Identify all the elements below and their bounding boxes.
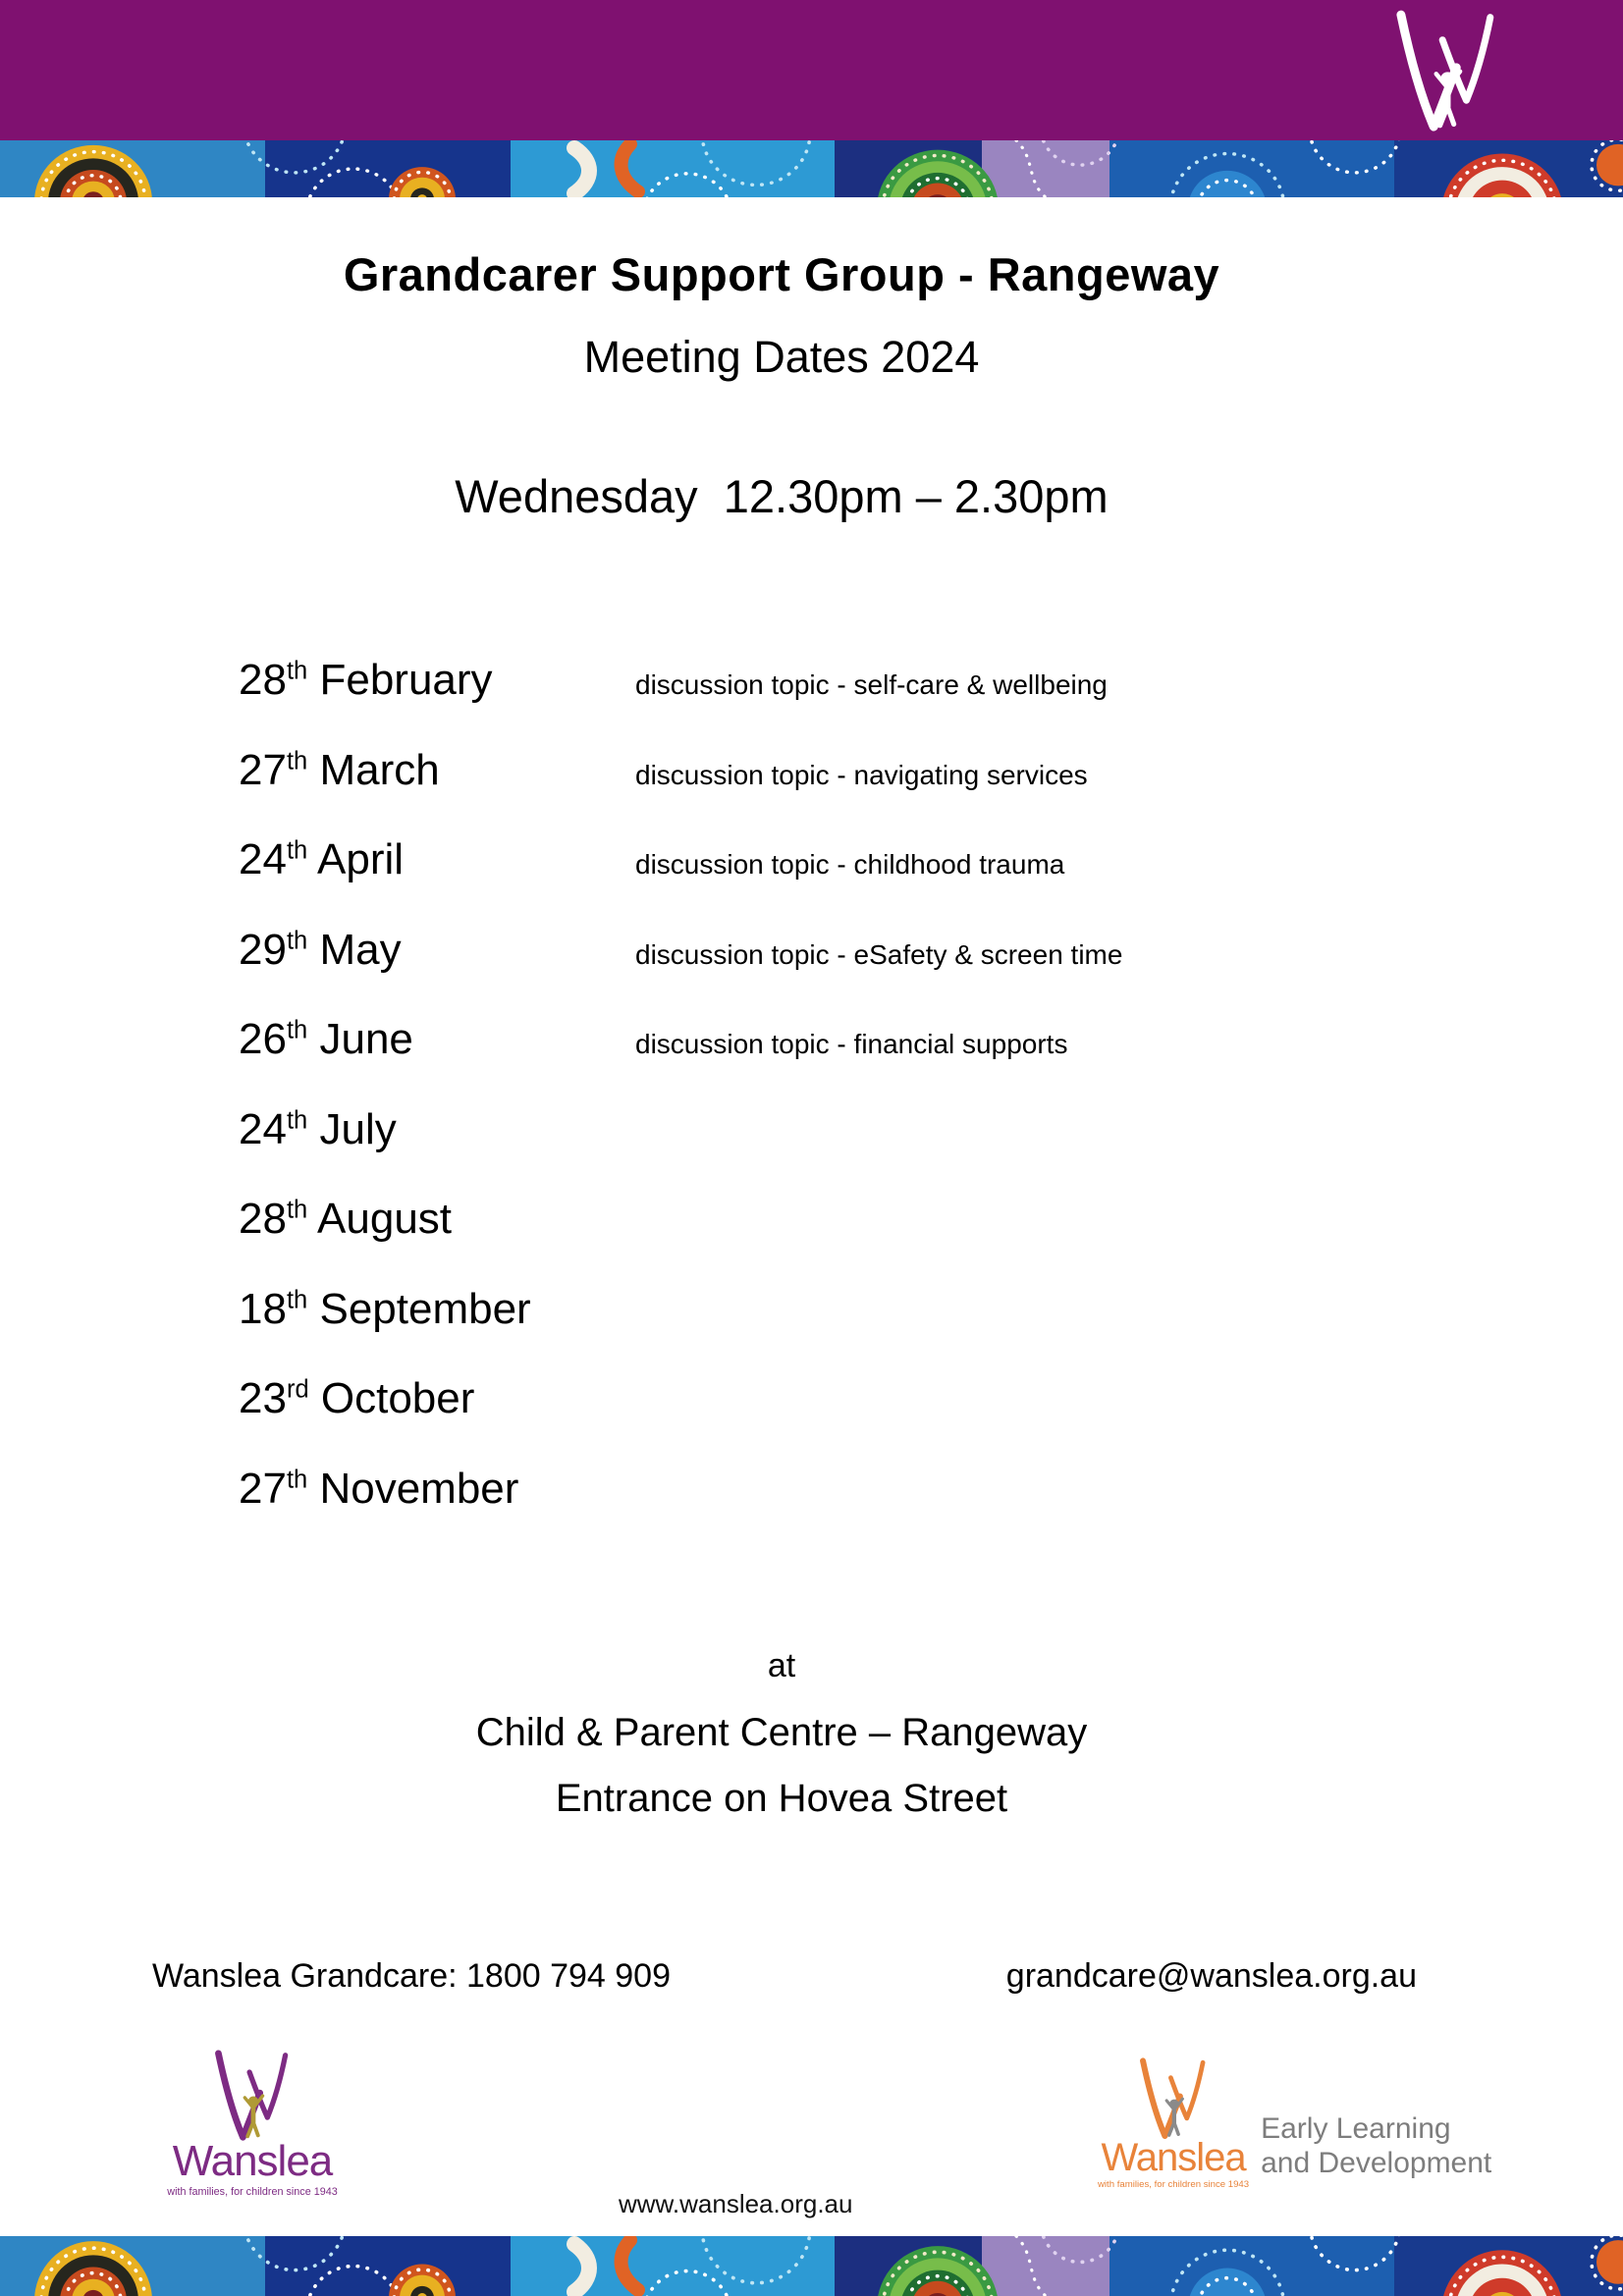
meeting-row xyxy=(239,1105,1122,1196)
logo-column xyxy=(1098,2057,1249,2190)
meeting-topic: discussion topic - childhood trauma xyxy=(635,849,1065,880)
meeting-row xyxy=(239,835,1122,926)
meeting-dates-list xyxy=(239,656,1122,1554)
schedule-line: Wednesday 12.30pm – 2.30pm xyxy=(455,470,1109,522)
meeting-date: 29th May xyxy=(239,925,402,974)
website-url: www.wanslea.org.au xyxy=(619,2189,853,2218)
meeting-row xyxy=(239,1465,1122,1555)
ordinal: th xyxy=(286,1016,308,1044)
meeting-date: 28th August xyxy=(239,1195,453,1243)
dot-art-border-bottom xyxy=(0,2236,1623,2296)
ordinal: th xyxy=(286,657,308,685)
early-learning-line2: and Development xyxy=(1261,2146,1492,2179)
early-learning-line1: Early Learning xyxy=(1261,2112,1451,2145)
meeting-topic: discussion topic - navigating services xyxy=(635,759,1088,790)
ordinal: th xyxy=(286,1105,308,1134)
meeting-topic: discussion topic - financial supports xyxy=(635,1029,1068,1059)
location-entrance: Entrance on Hovea Street xyxy=(555,1777,1008,1820)
ordinal: rd xyxy=(286,1375,309,1404)
meeting-date: 18th September xyxy=(239,1284,531,1333)
meeting-date: 24th July xyxy=(239,1104,397,1153)
wanslea-logo-icon xyxy=(189,2050,315,2144)
footer-logo-left xyxy=(159,2050,346,2198)
wanslea-logo-icon xyxy=(1118,2057,1228,2142)
page-subtitle: Meeting Dates 2024 xyxy=(583,332,980,382)
logo-wordmark: Wanslea xyxy=(172,2137,333,2185)
ordinal: th xyxy=(286,1465,308,1493)
logo-wordmark: Wanslea xyxy=(1101,2136,1246,2179)
meeting-row xyxy=(239,746,1122,836)
meeting-date: 23rd October xyxy=(239,1374,475,1422)
page-title: Grandcarer Support Group - Rangeway xyxy=(343,248,1220,300)
meeting-date: 27th March xyxy=(239,745,440,794)
ordinal: th xyxy=(286,746,308,774)
meeting-date: 28th February xyxy=(239,656,493,704)
logo-tagline: with families, for children since 1943 xyxy=(1098,2179,1250,2190)
location-venue: Child & Parent Centre – Rangeway xyxy=(475,1711,1088,1754)
ordinal: th xyxy=(286,1196,308,1224)
dot-art-border-top xyxy=(0,140,1623,197)
footer-logo-right xyxy=(1098,2057,1491,2190)
ordinal: th xyxy=(286,836,308,865)
header-band xyxy=(0,0,1623,140)
meeting-date: 26th June xyxy=(239,1015,413,1063)
meeting-row xyxy=(239,656,1122,746)
location-at: at xyxy=(767,1647,796,1684)
meeting-topic: discussion topic - self-care & wellbeing xyxy=(635,669,1108,700)
meeting-row xyxy=(239,1285,1122,1375)
ordinal: th xyxy=(286,926,308,954)
meeting-row xyxy=(239,1015,1122,1105)
logo-tagline: with families, for children since 1943 xyxy=(167,2186,338,2198)
meeting-date: 24th April xyxy=(239,835,405,883)
meeting-row xyxy=(239,1195,1122,1285)
meeting-date: 27th November xyxy=(239,1464,519,1513)
location-block xyxy=(0,1647,1563,1821)
contact-email: grandcare@wanslea.org.au xyxy=(1005,1957,1417,1995)
meeting-row xyxy=(239,1374,1122,1465)
contact-phone: Wanslea Grandcare: 1800 794 909 xyxy=(152,1957,671,1995)
ordinal: th xyxy=(286,1285,308,1313)
wanslea-logo-icon xyxy=(1377,10,1516,135)
meeting-row xyxy=(239,926,1122,1016)
meeting-topic: discussion topic - eSafety & screen time xyxy=(635,938,1123,970)
early-learning-label xyxy=(1261,2112,1491,2180)
